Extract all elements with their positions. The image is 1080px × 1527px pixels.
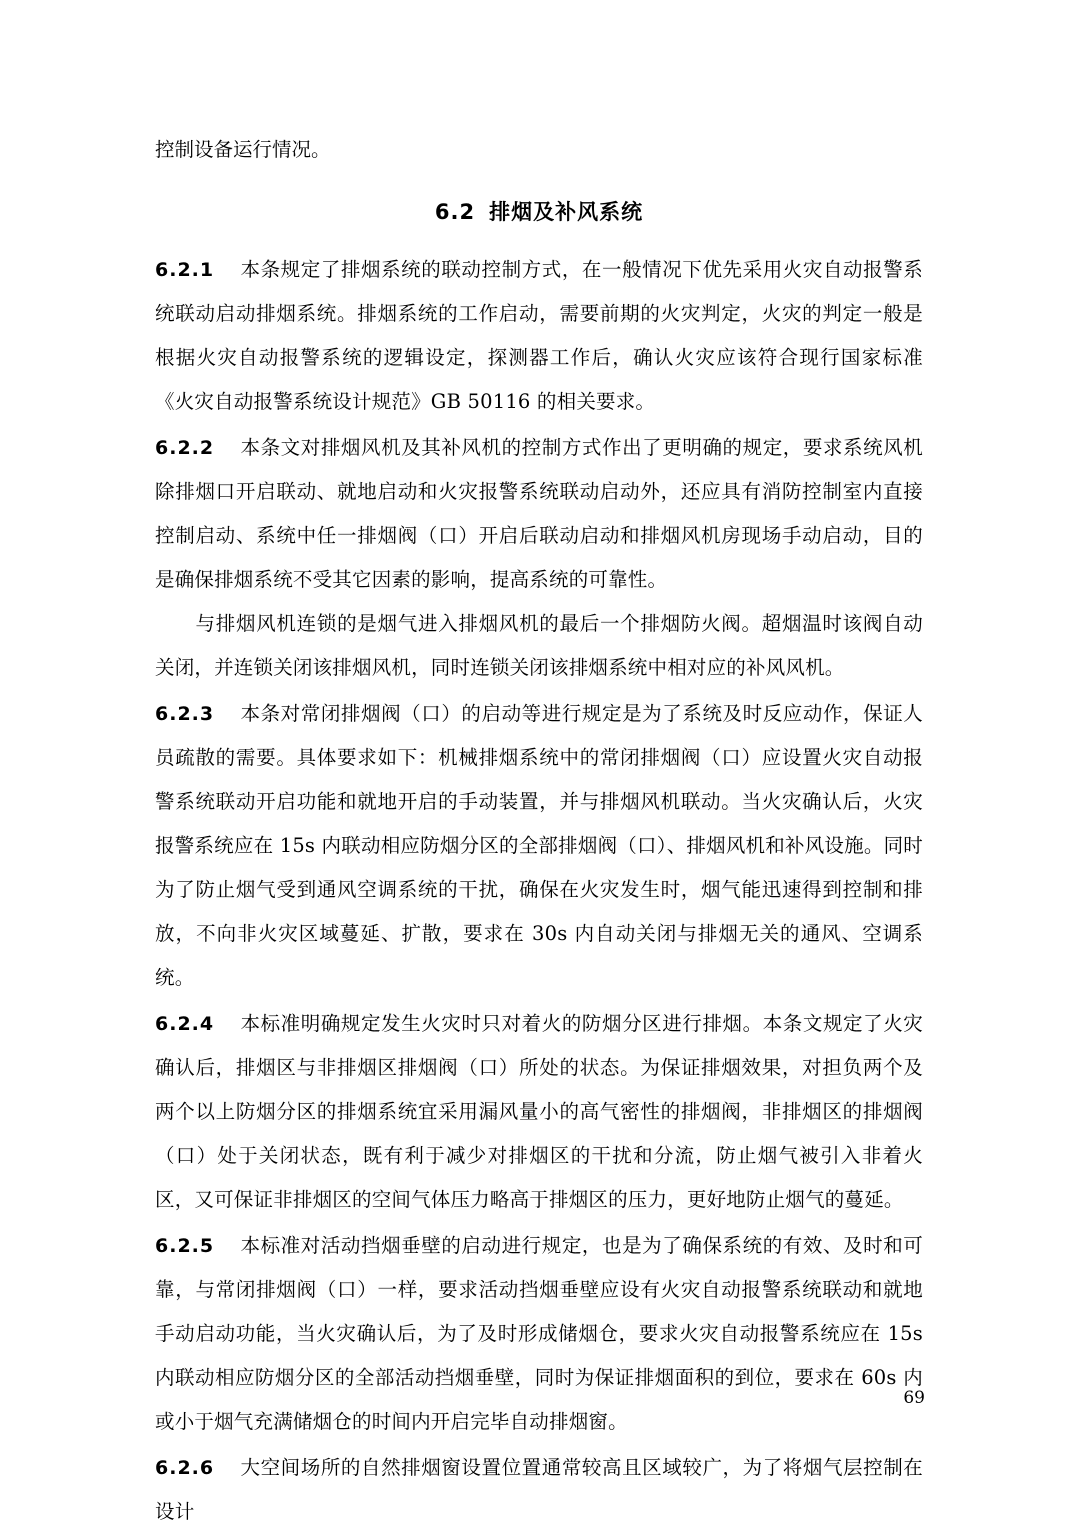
clause-6-2-5 — [155, 1224, 923, 1444]
clause-body: 本条文对排烟风机及其补风机的控制方式作出了更明确的规定，要求系统风机除排烟口开启联动、就地启动和火灾报警系统联动启动外，还应具有消防控制室内直接控制启动、系统中任一排烟阀（口）开启后联动启动和排烟风机房现场手动启动，目的是确保排烟系统不受其它因素的影响，提高系统的可靠性。 — [155, 436, 923, 591]
clause-body: 本条规定了排烟系统的联动控制方式，在一般情况下优先采用火灾自动报警系统联动启动排烟系统。排烟系统的工作启动，需要前期的火灾判定，火灾的判定一般是根据火灾自动报警系统的逻辑设定，探测器工作后，确认火灾应该符合现行国家标准《火灾自动报警系统设计规范》GB 50116 的相关要求。 — [155, 258, 923, 413]
clause-paragraph — [155, 1446, 923, 1527]
continuation-line: 控制设备运行情况。 — [155, 138, 331, 161]
clause-body: 本标准明确规定发生火灾时只对着火的防烟分区进行排烟。本条文规定了火灾确认后，排烟区与非排烟区排烟阀（口）所处的状态。为保证排烟效果，对担负两个及两个以上防烟分区的排烟系统宜采用漏风量小的高气密性的排烟阀，非排烟区的排烟阀（口）处于关闭状态，既有利于减少对排烟区的干扰和分流，防止烟气被引入非着火区，又可保证非排烟区的空间气体压力略高于排烟区的压力，更好地防止烟气的蔓延。 — [155, 1012, 923, 1211]
clause-body: 本条对常闭排烟阀（口）的启动等进行规定是为了系统及时反应动作，保证人员疏散的需要。具体要求如下：机械排烟系统中的常闭排烟阀（口）应设置火灾自动报警系统联动开启功能和就地开启的手动装置，并与排烟风机联动。当火灾确认后，火灾报警系统应在 15s 内联动相应防烟分区的全部排烟阀（口）、排烟风机和补风设施。同时为了防止烟气受到通风空调系统的干扰，确保在火灾发生时，烟气能迅速得到控制和排放，不向非火灾区域蔓延、扩散，要求在 30s 内自动关闭与排烟无关的通风、空调系统。 — [155, 702, 923, 989]
clause-body: 大空间场所的自然排烟窗设置位置通常较高且区域较广，为了将烟气层控制在设计 — [155, 1456, 923, 1523]
clause-sub-body: 与排烟风机连锁的是烟气进入排烟风机的最后一个排烟防火阀。超烟温时该阀自动关闭，并连锁关闭该排烟风机，同时连锁关闭该排烟系统中相对应的补风风机。 — [155, 612, 923, 679]
clause-number: 6.2.4 — [155, 1013, 215, 1035]
clause-paragraph — [155, 248, 923, 424]
clause-6-2-2 — [155, 426, 923, 690]
clause-6-2-4 — [155, 1002, 923, 1222]
clause-body: 本标准对活动挡烟垂壁的启动进行规定，也是为了确保系统的有效、及时和可靠，与常闭排烟阀（口）一样，要求活动挡烟垂壁应设有火灾自动报警系统联动和就地手动启动功能，当火灾确认后，为了及时形成储烟仓，要求火灾自动报警系统应在 15s 内联动相应防烟分区的全部活动挡烟垂壁，同时为保证排烟面积的到位，要求在 60s 内或小于烟气充满储烟仓的时间内开启完毕自动排烟窗。 — [155, 1234, 923, 1433]
page-content — [155, 128, 923, 1527]
section-number: 6.2 — [434, 200, 476, 224]
clause-sub-paragraph — [155, 602, 923, 690]
page-number: 69 — [903, 1388, 925, 1408]
clause-number: 6.2.5 — [155, 1235, 215, 1257]
clause-number: 6.2.1 — [155, 259, 215, 281]
clause-6-2-3 — [155, 692, 923, 1000]
clause-number: 6.2.3 — [155, 703, 215, 725]
section-title-text: 排烟及补风系统 — [489, 200, 644, 224]
clause-paragraph — [155, 692, 923, 1000]
clause-number: 6.2.6 — [155, 1457, 215, 1479]
clause-paragraph — [155, 1002, 923, 1222]
clause-number: 6.2.2 — [155, 437, 215, 459]
section-heading — [155, 190, 923, 234]
clause-paragraph — [155, 1224, 923, 1444]
clause-paragraph — [155, 426, 923, 602]
clause-6-2-1 — [155, 248, 923, 424]
clause-6-2-6 — [155, 1446, 923, 1527]
